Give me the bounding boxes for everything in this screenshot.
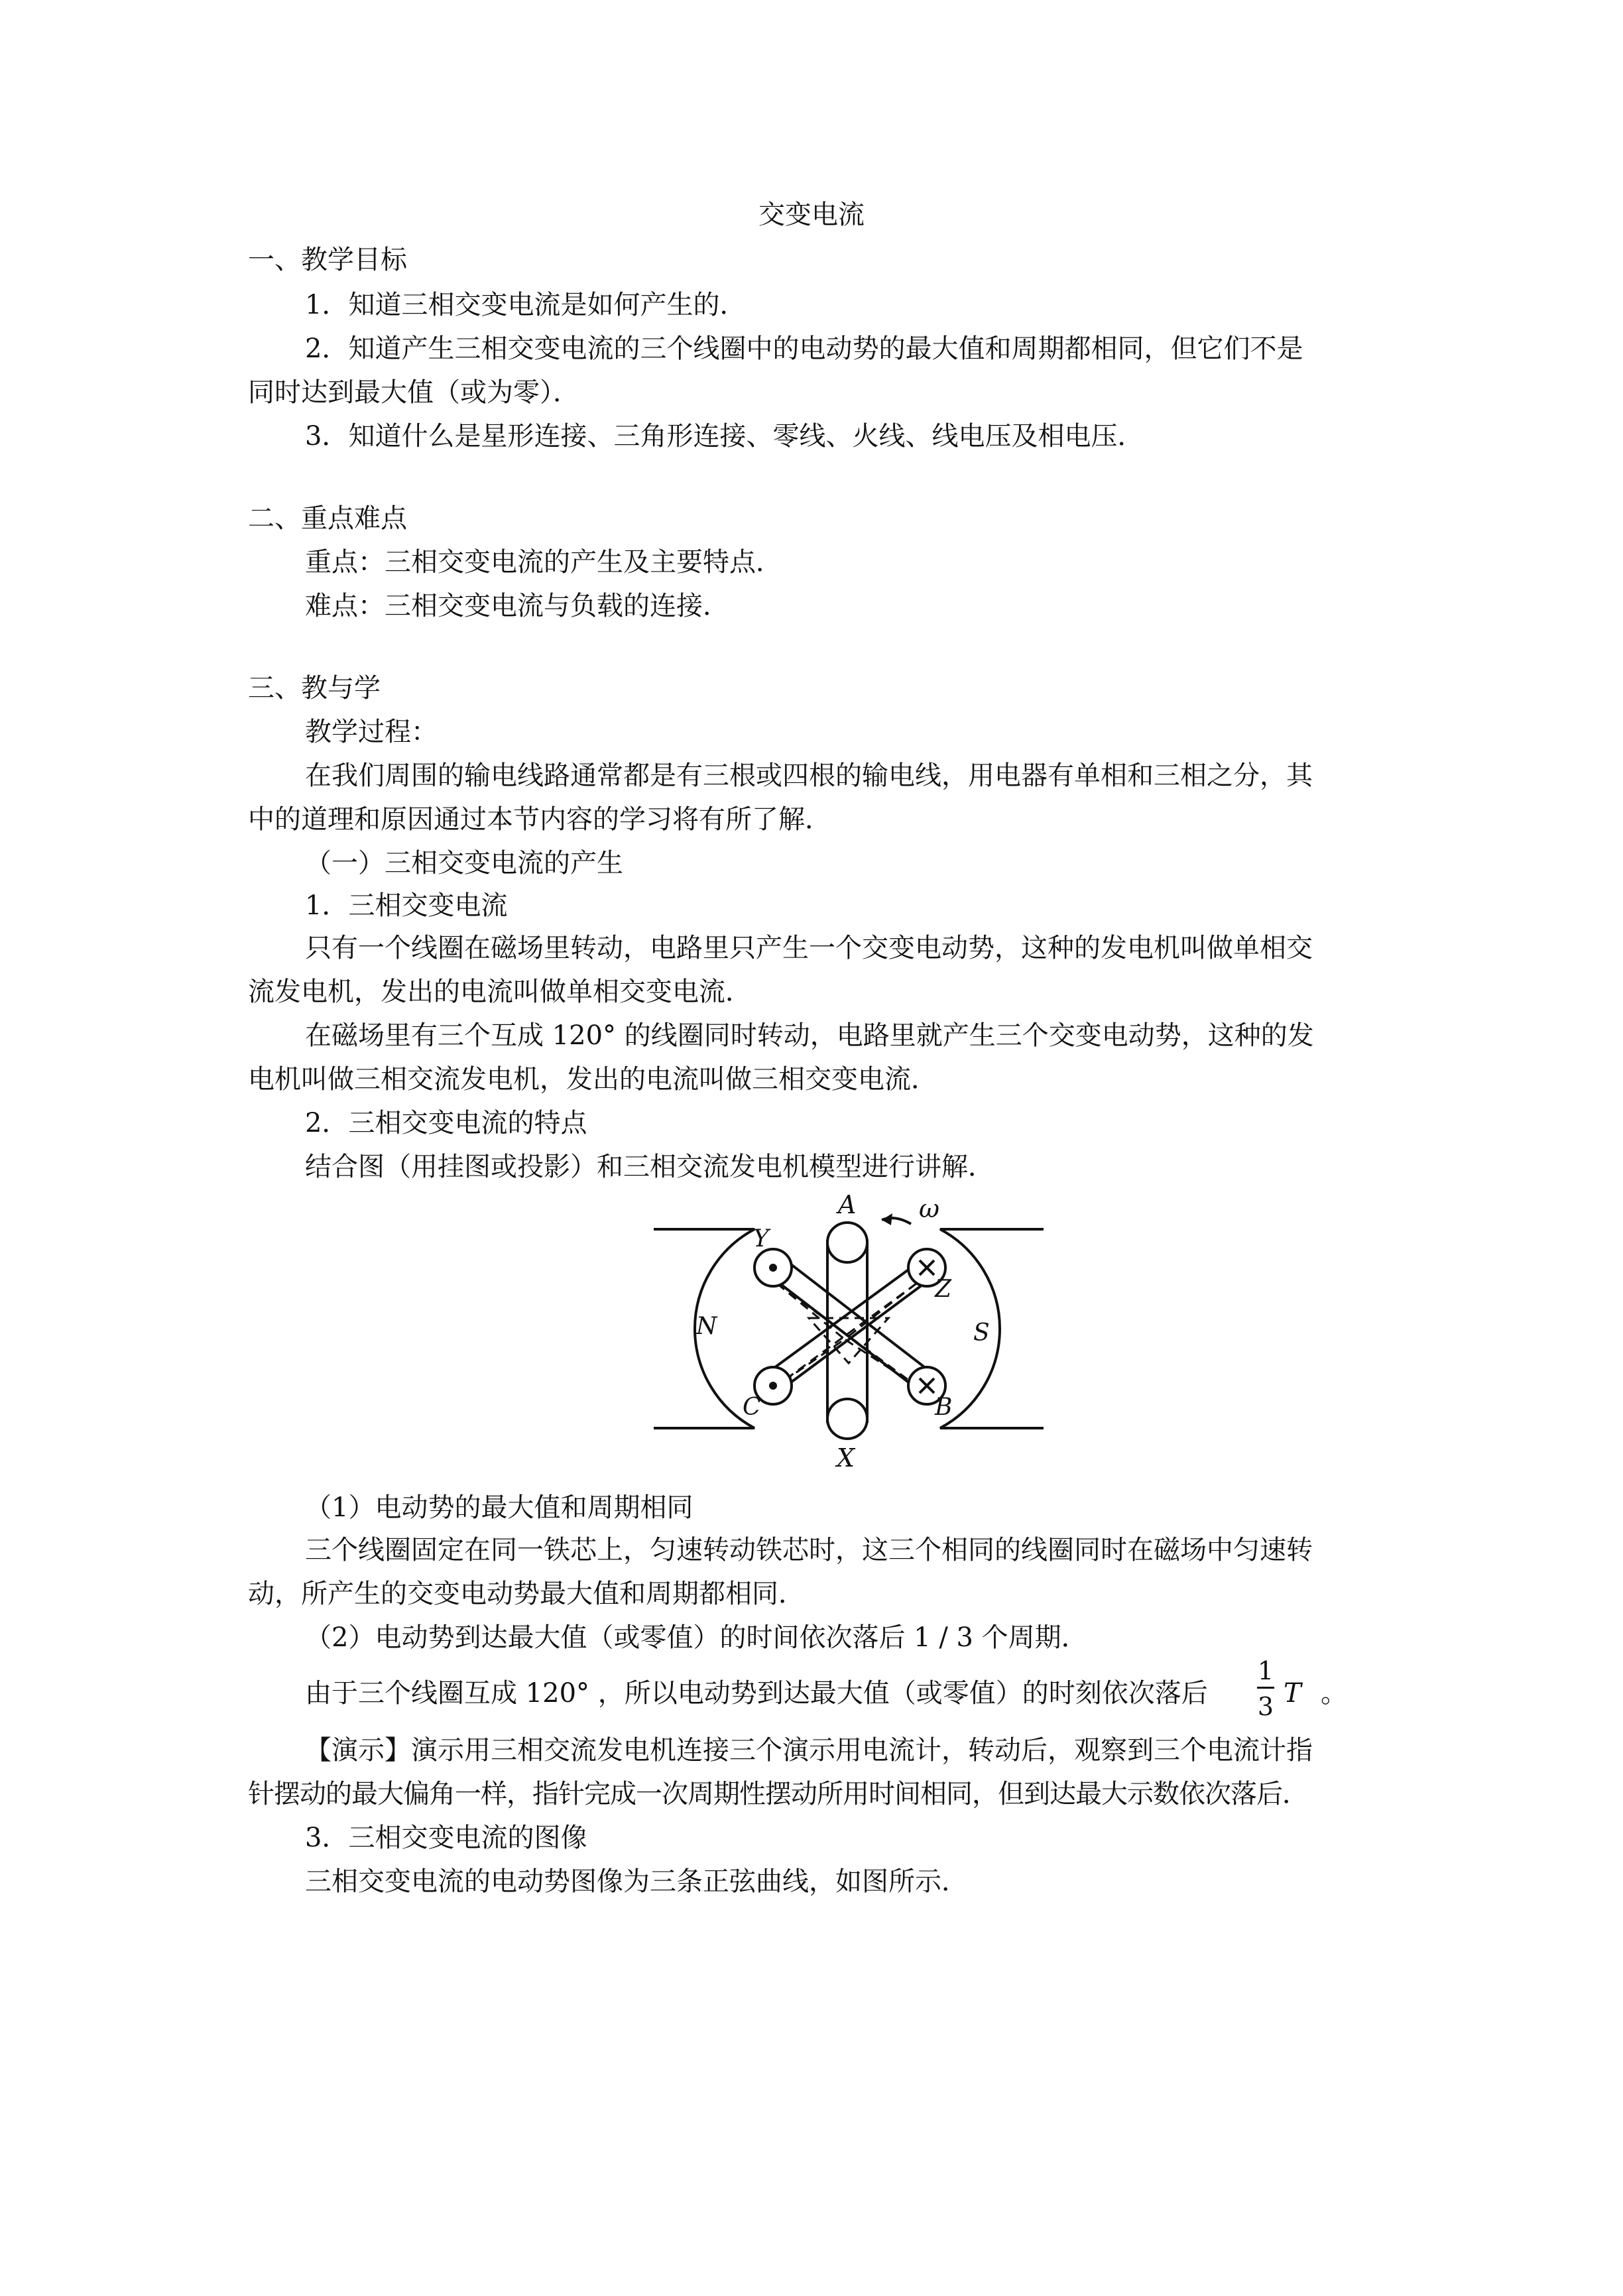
fraction-numerator: 1 <box>1257 1656 1274 1685</box>
three-phase-generator-diagram <box>643 1193 1054 1472</box>
label-S: S <box>973 1319 990 1347</box>
fraction-one-third <box>1254 1656 1277 1721</box>
feature-2-heading: （2）电动势到达最大值（或零值）的时间依次落后 1 / 3 个周期． <box>305 1622 1088 1653</box>
single-phase-line1: 只有一个线圈在磁场里转动，电路里只产生一个交变电动势，这种的发电机叫做单相交 <box>305 933 1313 963</box>
fraction-denominator: 3 <box>1257 1692 1274 1721</box>
difficult-point: 难点：三相交变电流与负载的连接． <box>305 591 729 621</box>
teaching-process-label: 教学过程： <box>305 717 438 747</box>
subsection-item-2: 2．三相交变电流的特点 <box>305 1108 587 1138</box>
graph-description: 三相交变电流的电动势图像为三条正弦曲线，如图所示． <box>305 1866 968 1897</box>
sentence-end-mark: 。 <box>1321 1678 1347 1709</box>
goal-item-2-line2: 同时达到最大值（或为零）． <box>248 377 579 408</box>
fraction-bar <box>1257 1687 1274 1689</box>
three-phase-line1: 在磁场里有三个互成 120° 的线圈同时转动，电路里就产生三个交变电动势，这种的发 <box>305 1020 1314 1051</box>
page-title: 交变电流 <box>758 200 865 230</box>
section-heading-key-points: 二、重点难点 <box>248 503 407 534</box>
south-pole <box>940 1229 1044 1428</box>
label-Y: Y <box>753 1225 769 1252</box>
label-X: X <box>837 1443 855 1472</box>
intro-paragraph-line1: 在我们周围的输电线路通常都是有三根或四根的输电线，用电器有单相和三相之分，其 <box>305 760 1313 791</box>
label-N: N <box>696 1313 717 1340</box>
feature-1-heading: （1）电动势的最大值和周期相同 <box>305 1492 693 1523</box>
demo-paragraph-line1: 【演示】演示用三相交流发电机连接三个演示用电流计，转动后，观察到三个电流计指 <box>305 1735 1313 1766</box>
goal-item-1: 1．知道三相交变电流是如何产生的． <box>305 290 747 320</box>
goal-item-3: 3．知道什么是星形连接、三角形连接、零线、火线、线电压及相电压． <box>305 421 1144 452</box>
label-A: A <box>838 1193 857 1219</box>
period-symbol-T: T <box>1284 1678 1301 1709</box>
feature-2-text: 由于三个线圈互成 120° ，所以电动势到达最大值（或零值）的时刻依次落后 <box>305 1678 1208 1709</box>
key-point: 重点：三相交变电流的产生及主要特点． <box>305 547 782 577</box>
single-phase-line2: 流发电机，发出的电流叫做单相交变电流． <box>248 977 752 1007</box>
subsection-heading-1: （一）三相交变电流的产生 <box>305 848 623 878</box>
label-B: B <box>935 1394 953 1421</box>
three-phase-line2: 电机叫做三相交流发电机，发出的电流叫做三相交变电流． <box>248 1064 937 1095</box>
label-omega: ω <box>919 1194 939 1223</box>
feature-1-line1: 三个线圈固定在同一铁芯上，匀速转动铁芯时，这三个相同的线圈同时在磁场中匀速转 <box>305 1535 1313 1565</box>
subsection-item-3: 3．三相交变电流的图像 <box>305 1823 587 1853</box>
label-C: C <box>743 1394 761 1421</box>
label-Z: Z <box>935 1276 952 1303</box>
section-heading-goals: 一、教学目标 <box>248 245 407 275</box>
section-heading-teaching: 三、教与学 <box>248 673 381 703</box>
subsection-item-1: 1．三相交变电流 <box>305 890 508 921</box>
demo-paragraph-line2: 针摆动的最大偏角一样，指针完成一次周期性摆动所用时间相同，但到达最大示数依次落后． <box>248 1779 1308 1809</box>
feature-1-line2: 动，所产生的交变电动势最大值和周期都相同． <box>248 1579 805 1609</box>
intro-paragraph-line2: 中的道理和原因通过本节内容的学习将有所了解． <box>248 804 831 835</box>
goal-item-2-line1: 2．知道产生三相交变电流的三个线圈中的电动势的最大值和周期都相同，但它们不是 <box>305 333 1303 364</box>
combine-paragraph: 结合图（用挂图或投影）和三相交流发电机模型进行讲解． <box>305 1152 994 1182</box>
